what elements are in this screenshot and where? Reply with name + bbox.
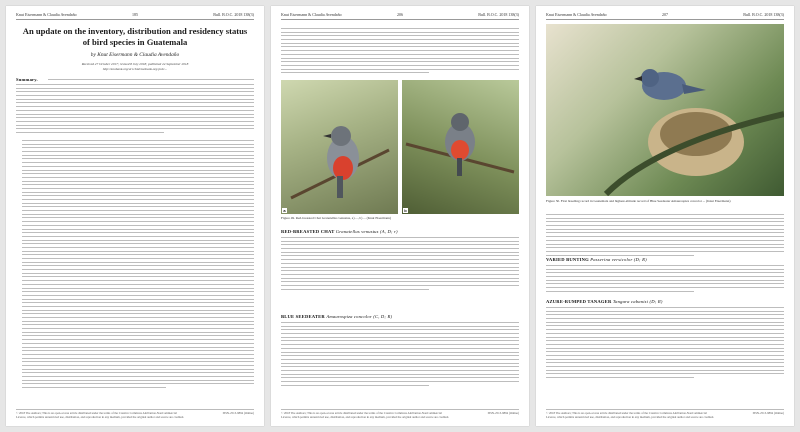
- page-footer: [281, 409, 519, 420]
- header-authors: Knut Eisermann & Claudia Avendaño: [16, 12, 77, 17]
- page-207: [536, 6, 794, 426]
- section-heading-azure-rumped-tanager: [546, 299, 663, 304]
- continued-text: [546, 214, 784, 258]
- page-footer: [16, 409, 254, 420]
- header-page-number: 206: [397, 12, 403, 17]
- section-subtitle: Tangara cabanisi (D; R): [612, 299, 663, 304]
- section-heading-blue-seedeater: [281, 314, 392, 319]
- section-text: [546, 307, 784, 381]
- page-206: [271, 6, 529, 426]
- figure-label-a: a: [283, 208, 286, 213]
- page-footer: [546, 409, 784, 420]
- article-title: An update on the inventory, distribution and residency status of bird species in Guatemala: [22, 26, 248, 47]
- header-page-number: 185: [132, 12, 138, 17]
- main-text: [22, 140, 254, 391]
- header-journal: Bull. B.O.C. 2018 138(3): [743, 12, 784, 17]
- article-authors: by Knut Eisermann & Claudia Avendaño: [90, 52, 180, 58]
- zoobank-link[interactable]: http://zoobank.org/urn:lsid:zoobank.org:pub:...: [102, 66, 168, 71]
- running-header: [16, 11, 254, 20]
- chat-bird-illustration-b: [402, 80, 519, 214]
- figure-label-b: b: [404, 208, 407, 213]
- running-header: [546, 11, 784, 20]
- section-text: [281, 322, 519, 388]
- figure-49b-photo: [402, 80, 519, 214]
- section-subtitle: Granatellus venustus (A, D; r): [335, 229, 398, 234]
- section-heading-varied-bunting: [546, 257, 647, 262]
- chat-bird-illustration: [281, 80, 398, 214]
- figure-caption: Figure 49. Red-breasted Chat Granatellus venustus, a) ..., b) ... (Knut Eisermann): [281, 216, 391, 220]
- section-text: [546, 265, 784, 295]
- figure-50-photo: [546, 24, 784, 196]
- section-subtitle: Passerina versicolor (D; R): [590, 257, 647, 262]
- footer-license: © 2018 The Authors; This is an open-access article distributed under the terms of the Creative Commons Attribution-NonCommercial Licence, which permits unrestricted use, distribution, and reproduction in any medium, provided the original author and source are credited.: [281, 411, 450, 420]
- section-subtitle: Amaurospiza concolor (C, D; R): [326, 314, 393, 319]
- section-title: BLUE SEEDEATER: [281, 314, 325, 319]
- received-dates: Received 27 October 2017; revised 8 July 2018; published 24 September 2018: [81, 62, 189, 66]
- section-title: VARIED BUNTING: [546, 257, 589, 262]
- summary-label: Summary.: [16, 77, 38, 82]
- running-header: [281, 11, 519, 20]
- summary-body: [16, 84, 254, 136]
- section-title: RED-BREASTED CHAT: [281, 229, 335, 234]
- seedeater-nest-illustration: [546, 24, 784, 196]
- page-185: [6, 6, 264, 426]
- header-journal: Bull. B.O.C. 2018 138(3): [213, 12, 254, 17]
- footer-issn: ISSN-2513-9894 (Online): [222, 411, 254, 416]
- footer-license: © 2018 The Authors; This is an open-access article distributed under the terms of the Creative Commons Attribution-NonCommercial Licence, which permits unrestricted use, distribution, and reproduction in any medium, provided the original author and source are credited.: [16, 411, 185, 420]
- footer-issn: ISSN-2513-9894 (Online): [487, 411, 519, 416]
- figure-49a-photo: [281, 80, 398, 214]
- article-dates: [16, 62, 254, 71]
- header-page-number: 207: [662, 12, 668, 17]
- figure-caption: Figure 50. First breeding record in Guatemala and highest-altitude record of Blue Seedeater Amaurospiza concolor ... (Knut Eisermann): [546, 199, 731, 203]
- header-authors: Knut Eisermann & Claudia Avendaño: [281, 12, 342, 17]
- header-journal: Bull. B.O.C. 2018 138(3): [478, 12, 519, 17]
- footer-issn: ISSN-2513-9894 (Online): [752, 411, 784, 416]
- header-authors: Knut Eisermann & Claudia Avendaño: [546, 12, 607, 17]
- footer-license: © 2018 The Authors; This is an open-access article distributed under the terms of the Creative Commons Attribution-NonCommercial Licence, which permits unrestricted use, distribution, and reproduction in any medium, provided the original author and source are credited.: [546, 411, 715, 420]
- section-title: AZURE-RUMPED TANAGER: [546, 299, 612, 304]
- section-text: [281, 237, 519, 292]
- summary-text: [48, 79, 254, 83]
- section-heading-red-breasted-chat: [281, 229, 398, 234]
- continued-text: [281, 28, 519, 76]
